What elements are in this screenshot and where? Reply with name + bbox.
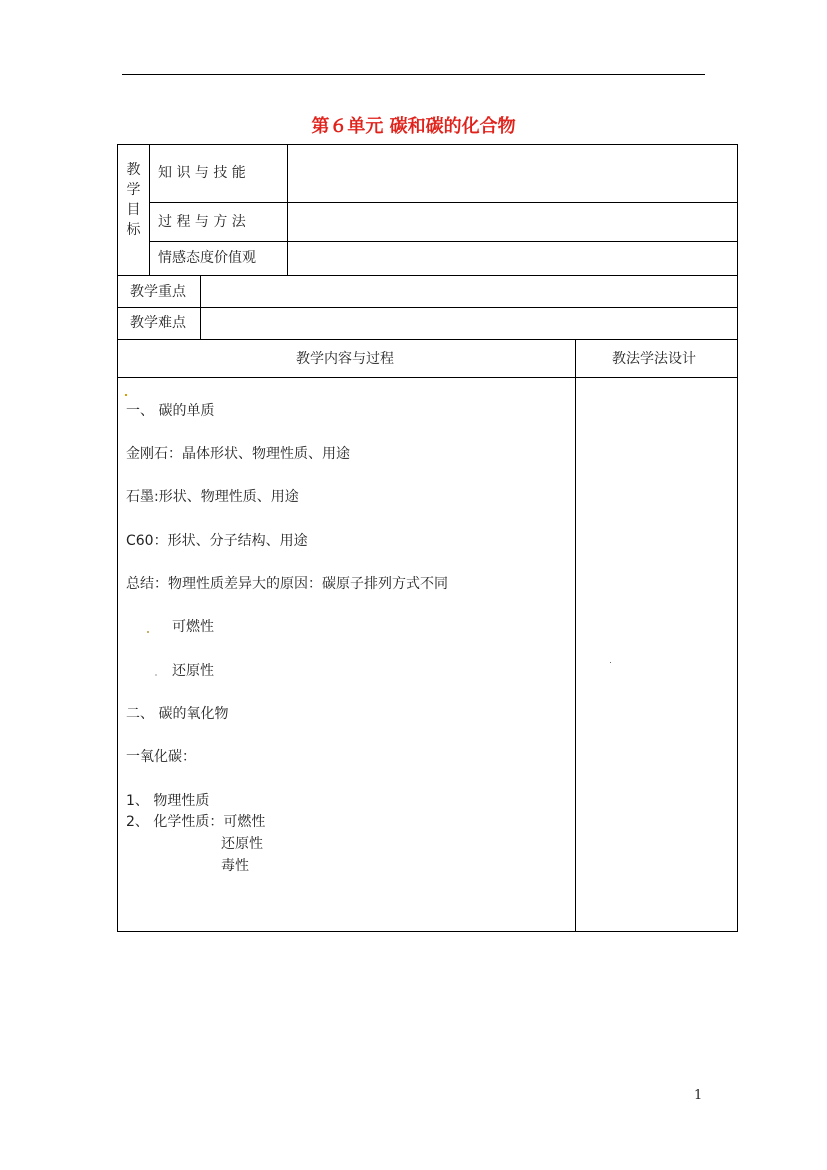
content-line-combustibility: 可燃性 bbox=[172, 619, 214, 635]
objectives-row-divider-2 bbox=[149, 241, 738, 242]
document-title: 第６单元 碳和碳的化合物 bbox=[311, 116, 516, 137]
content-line-diamond: 金刚石：晶体形状、物理性质、用途 bbox=[126, 446, 350, 462]
content-line-physical: 1、 物理性质 bbox=[126, 793, 210, 809]
objectives-row-divider-1 bbox=[149, 202, 738, 203]
content-column-header: 教学内容与过程 bbox=[296, 351, 394, 367]
content-header-divider bbox=[117, 377, 738, 378]
header-rule bbox=[122, 74, 705, 75]
key-points-col-divider bbox=[200, 275, 201, 340]
content-line-co: 一氧化碳： bbox=[126, 749, 196, 765]
objective-knowledge-label: 知 识 与 技 能 bbox=[158, 165, 246, 181]
content-line-co-reducibility: 还原性 bbox=[221, 836, 263, 852]
key-point-label: 教学重点 bbox=[130, 284, 186, 300]
objectives-label bbox=[118, 160, 149, 240]
content-line-summary: 总结：物理性质差异大的原因：碳原子排列方式不同 bbox=[126, 576, 448, 592]
objective-process-label: 过 程 与 方 法 bbox=[158, 214, 246, 230]
content-line-graphite: 石墨:形状、物理性质、用途 bbox=[126, 489, 299, 505]
section-2-heading: 二、 碳的氧化物 bbox=[126, 706, 229, 722]
page-number: 1 bbox=[694, 1088, 703, 1103]
content-line-reducibility: 还原性 bbox=[172, 663, 214, 679]
objectives-label-char-2: 学 bbox=[126, 182, 141, 198]
method-column-header: 教法学法设计 bbox=[612, 351, 696, 367]
stray-mark bbox=[610, 662, 611, 663]
stray-mark bbox=[147, 631, 149, 633]
objectives-label-char-1: 教 bbox=[126, 162, 141, 178]
content-col-divider bbox=[575, 339, 576, 932]
objectives-col-divider-2 bbox=[287, 144, 288, 276]
key-points-row-divider bbox=[117, 307, 738, 308]
stray-mark bbox=[155, 674, 157, 676]
content-line-chemical: 2、 化学性质：可燃性 bbox=[126, 814, 266, 830]
objectives-col-divider-1 bbox=[149, 144, 150, 276]
content-line-c60: C60：形状、分子结构、用途 bbox=[126, 533, 308, 549]
stray-mark bbox=[125, 394, 127, 396]
difficulty-label: 教学难点 bbox=[130, 315, 186, 331]
content-line-toxicity: 毒性 bbox=[221, 858, 249, 874]
objective-attitude-label: 情感态度价值观 bbox=[158, 250, 256, 266]
section-1-heading: 一、 碳的单质 bbox=[126, 403, 215, 419]
objectives-label-char-3: 目 bbox=[126, 202, 141, 218]
objectives-label-char-4: 标 bbox=[126, 222, 141, 238]
